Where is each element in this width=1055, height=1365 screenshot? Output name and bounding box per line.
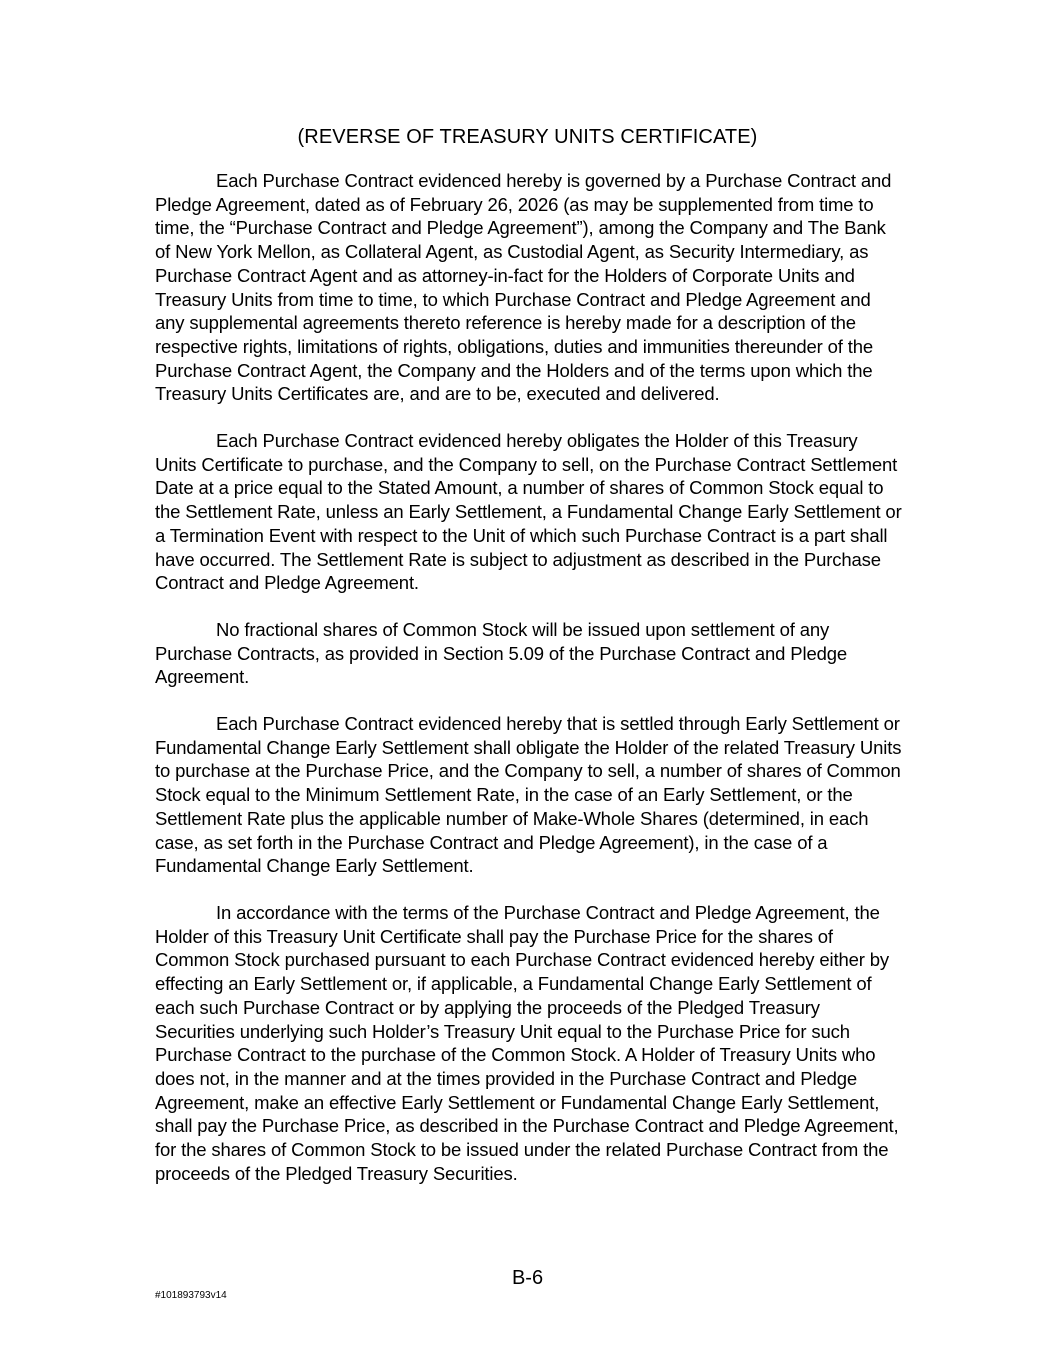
paragraph-fractional-shares: No fractional shares of Common Stock will be issued upon settlement of any Purchase Contracts, as provided in Section 5.09 of the Purchase Contract and Pledge Agreement. [155, 618, 847, 688]
document-id: #101893793v14 [155, 1290, 227, 1301]
page-number: B-6 [511, 1267, 544, 1289]
document-title: (REVERSE OF TREASURY UNITS CERTIFICATE) [297, 126, 758, 148]
paragraph-early-settlement: Each Purchase Contract evidenced hereby that is settled through Early Settlement or Fundamental Change Early Settlement shall obligate the Holder of the related Treasury Units to purchase at the Purchase Price, and the Company to sell, a number of shares of Common Stock equal to the Minimum Settlement Rate, in the case of an Early Settlement, or the Settlement Rate plus the applicable number of Make-Whole Shares (determined, in each case, as set forth in the Purchase Contract and Pledge Agreement), in the case of a Fundamental Change Early Settlement. [155, 713, 902, 877]
document-body [155, 169, 902, 1208]
paragraph-governing-agreement: Each Purchase Contract evidenced hereby is governed by a Purchase Contract and Pledge Agreement, dated as of February 26, 2026 (as may be supplemented from time to time, the “Purchase Contract and Pledge Agreement”), among the Company and The Bank of New York Mellon, as Collateral Agent, as Custodial Agent, as Security Intermediary, as Purchase Contract Agent and as attorney-in-fact for the Holders of Corporate Units and Treasury Units from time to time, to which Purchase Contract and Pledge Agreement and any supplemental agreements thereto reference is hereby made for a description of the respective rights, limitations of rights, obligations, duties and immunities thereunder of the Purchase Contract Agent, the Company and the Holders and of the terms upon which the Treasury Units Certificates are, and are to be, executed and delivered. [155, 170, 892, 405]
paragraph-payment-of-purchase-price: In accordance with the terms of the Purchase Contract and Pledge Agreement, the Holder of this Treasury Unit Certificate shall pay the Purchase Price for the shares of Common Stock purchased pursuant to each Purchase Contract evidenced hereby either by effecting an Early Settlement or, if applicable, a Fundamental Change Early Settlement of each such Purchase Contract or by applying the proceeds of the Pledged Treasury Securities underlying such Holder’s Treasury Unit equal to the Purchase Price for such Purchase Contract to the purchase of the Common Stock. A Holder of Treasury Units who does not, in the manner and at the times provided in the Purchase Contract and Pledge Agreement, make an effective Early Settlement or Fundamental Change Early Settlement, shall pay the Purchase Price, as described in the Purchase Contract and Pledge Agreement, for the shares of Common Stock to be issued under the related Purchase Contract from the proceeds of the Pledged Treasury Securities. [155, 901, 899, 1184]
paragraph-purchase-obligation: Each Purchase Contract evidenced hereby obligates the Holder of this Treasury Units Certificate to purchase, and the Company to sell, on the Purchase Contract Settlement Date at a price equal to the Stated Amount, a number of shares of Common Stock equal to the Settlement Rate, unless an Early Settlement, a Fundamental Change Early Settlement or a Termination Event with respect to the Unit of which such Purchase Contract is a part shall have occurred. The Settlement Rate is subject to adjustment as described in the Purchase Contract and Pledge Agreement. [155, 430, 902, 594]
